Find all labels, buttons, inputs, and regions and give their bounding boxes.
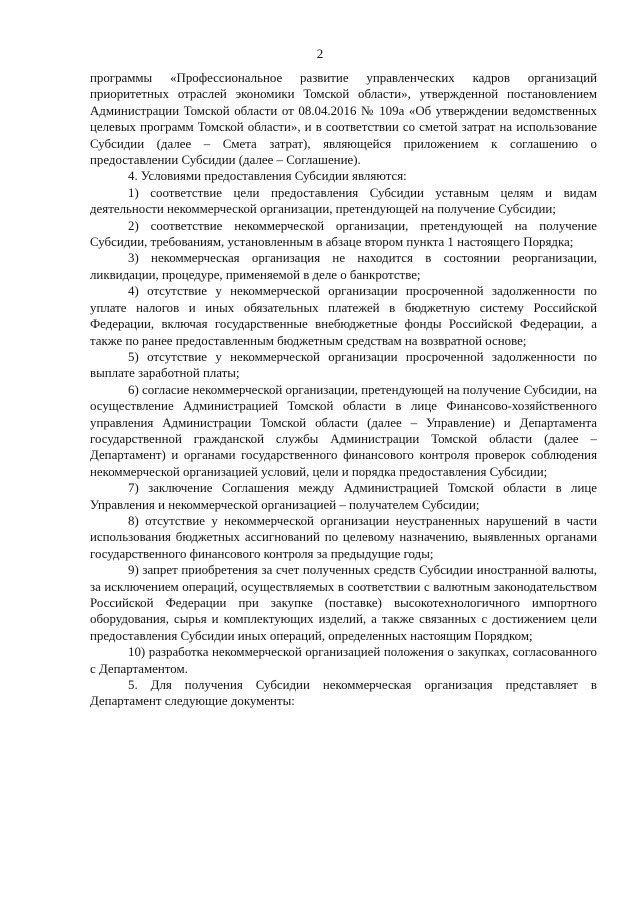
paragraph: 7) заключение Соглашения между Администрацией Томской области в лице Управления и некоммерческой организацией – получателем Субсидии; (90, 481, 597, 512)
paragraph: 10) разработка некоммерческой организацией положения о закупках, согласованного с Департаментом. (90, 645, 597, 676)
document-body (90, 70, 597, 710)
paragraph: 4. Условиями предоставления Субсидии являются: (128, 169, 407, 184)
paragraph: 3) некоммерческая организация не находится в состоянии реорганизации, ликвидации, процедуре, применяемой в деле о банкротстве; (90, 251, 597, 282)
paragraph: 1) соответствие цели предоставления Субсидии уставным целям и видам деятельности некоммерческой организации, претендующей на получение Субсидии; (90, 185, 597, 217)
paragraph: 5) отсутствие у некоммерческой организации просроченной задолженности по выплате заработной платы; (90, 349, 597, 381)
paragraph: 2) соответствие некоммерческой организации, претендующей на получение Субсидии, требованиям, установленным в абзаце втором пункта 1 настоящего Порядка; (90, 218, 597, 250)
paragraph: 6) согласие некоммерческой организации, претендующей на получение Субсидии, на осуществление Администрацией Томской области в лице Финансово-хозяйственного управления Администрации Томской области (далее – Управление) и Департамента государственной гражданской службы Администрации Томской области (далее – Департамент) и органами государственного финансового контроля проверок соблюдения некоммерческой организацией условий, цели и порядка предоставления Субсидии; (90, 382, 597, 479)
page-number: 2 (316, 46, 324, 61)
paragraph: программы «Профессиональное развитие управленческих кадров организаций приоритетных отраслей экономики Томской области», утвержденной постановлением Администрации Томской области от 08.04.2016 № 109а «Об утверждении ведомственных целевых программ Томской области», и в соответствии со сметой затрат на использование Субсидии (далее – Смета затрат), являющейся приложением к соглашению о предоставлении Субсидии (далее – Соглашение). (90, 71, 597, 168)
paragraph: 8) отсутствие у некоммерческой организации неустраненных нарушений в части использования бюджетных ассигнований по целевому назначению, выявленных органами государственного финансового контроля за предыдущие годы; (90, 513, 597, 561)
paragraph: 5. Для получения Субсидии некоммерческая организация представляет в Департамент следующие документы: (90, 678, 597, 709)
paragraph: 4) отсутствие у некоммерческой организации просроченной задолженности по уплате налогов и иных обязательных платежей в бюджетную систему Российской Федерации, включая государственные внебюджетные фонды Российской Федерации, а также по ранее предоставленным бюджетным средствам на возвратной основе; (90, 284, 597, 348)
paragraph: 9) запрет приобретения за счет полученных средств Субсидии иностранной валюты, за исключением операций, осуществляемых в соответствии с валютным законодательством Российской Федерации при закупке (поставке) высокотехнологичного импортного оборудования, сырья и комплектующих изделий, а также связанных с достижением цели предоставления Субсидии иных операций, определенных настоящим Порядком; (90, 563, 597, 643)
